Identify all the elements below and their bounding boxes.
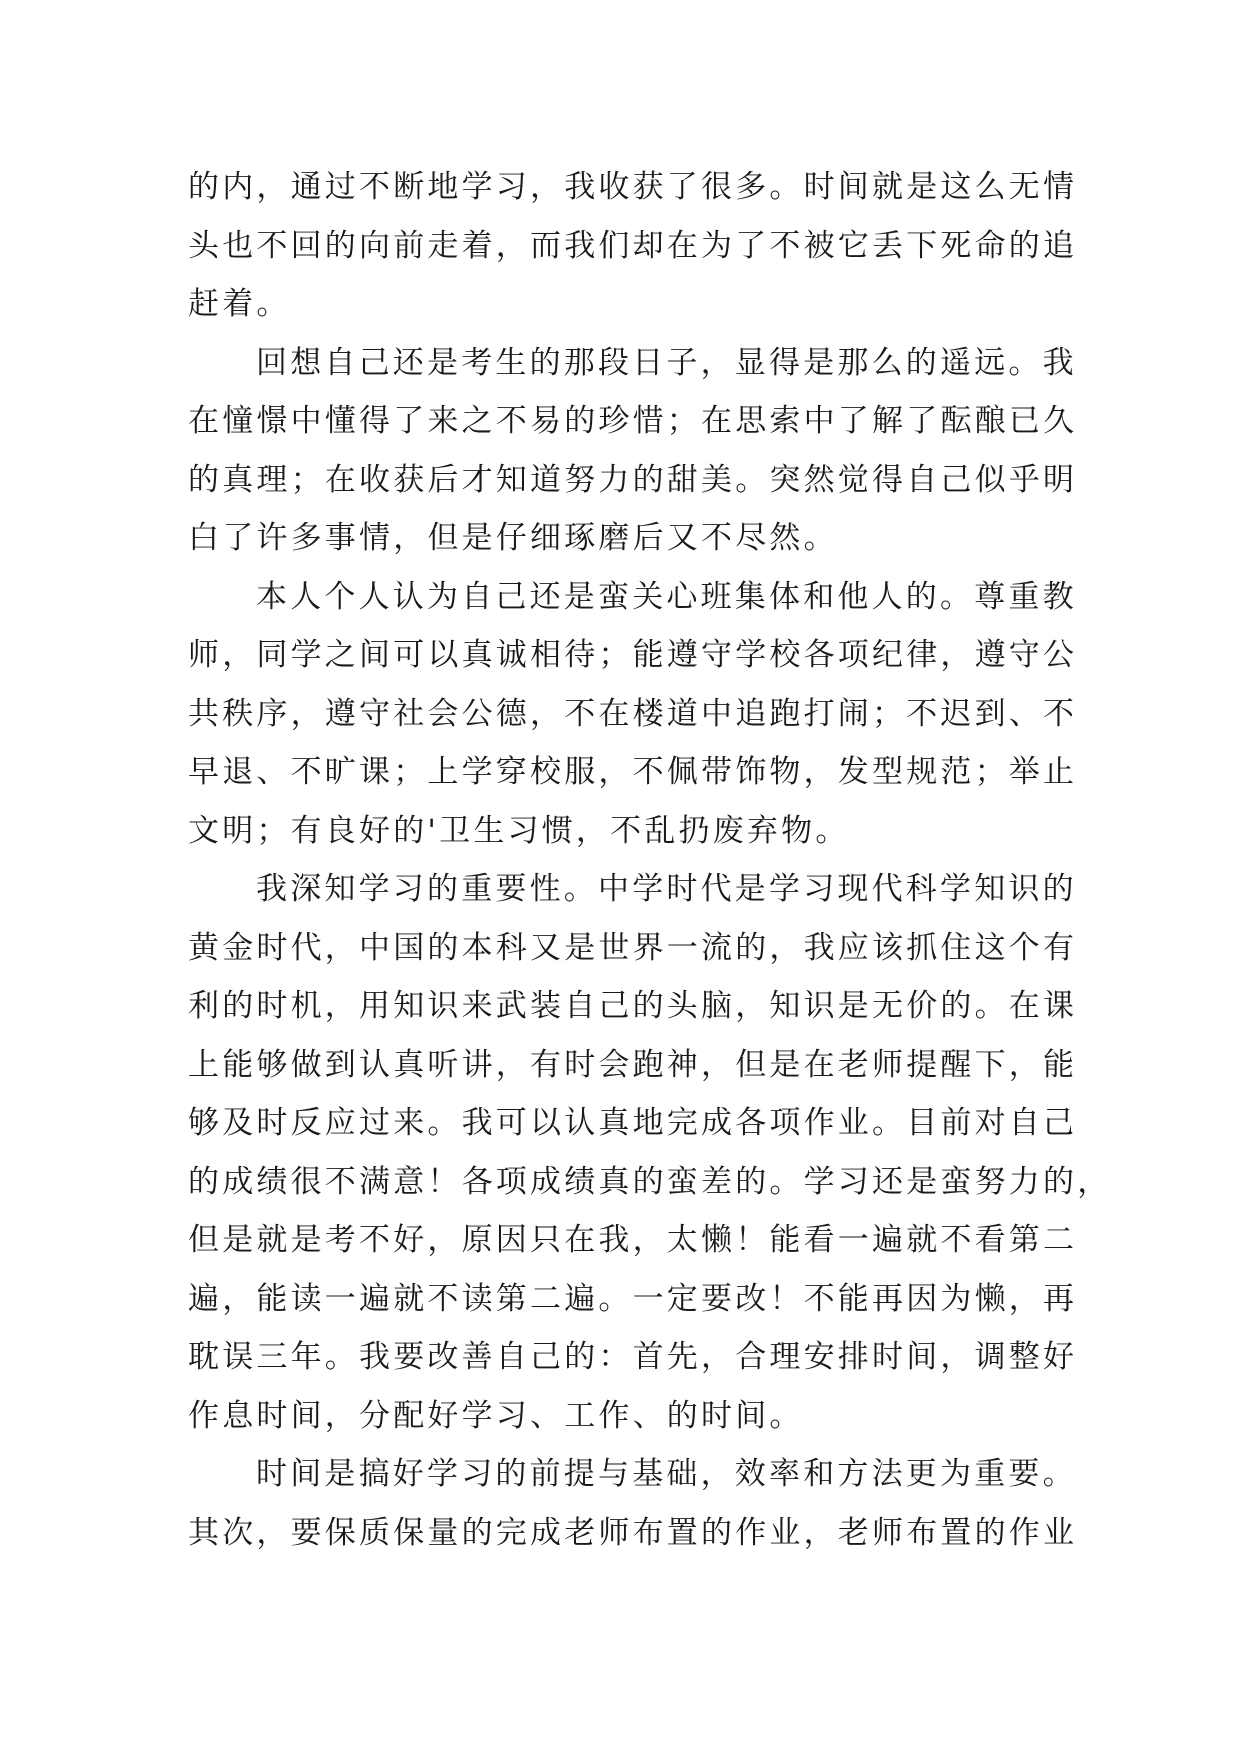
text-line: 耽误三年。我要改善自己的：首先，合理安排时间，调整好: [188, 1339, 1078, 1375]
text-line: 文明；有良好的'卫生习惯，不乱扔废弃物。: [188, 812, 850, 849]
paragraph-first-line: 时间是搞好学习的前提与基础，效率和方法更为重要。: [256, 1456, 1077, 1492]
text-line: 的成绩很不满意！各项成绩真的蛮差的。学习还是蛮努力的，: [188, 1163, 1112, 1200]
text-line: 师，同学之间可以真诚相待；能遵守学校各项纪律，遵守公: [188, 637, 1078, 673]
text-line: 但是就是考不好，原因只在我，太懒！能看一遍就不看第二: [188, 1222, 1078, 1258]
text-line: 早退、不旷课；上学穿校服，不佩带饰物，发型规范；举止: [188, 754, 1078, 790]
text-line: 作息时间，分配好学习、工作、的时间。: [188, 1397, 804, 1434]
text-line: 共秩序，遵守社会公德，不在楼道中追跑打闹；不迟到、不: [188, 695, 1078, 732]
text-line: 白了许多事情，但是仔细琢磨后又不尽然。: [188, 520, 838, 556]
paragraph-first-line: 我深知学习的重要性。中学时代是学习现代科学知识的: [256, 871, 1077, 907]
paragraph-first-line: 本人个人认为自己还是蛮关心班集体和他人的。尊重教: [256, 578, 1077, 615]
text-line: 头也不回的向前走着，而我们却在为了不被它丢下死命的追: [188, 227, 1078, 264]
text-line: 利的时机，用知识来武装自己的头脑，知识是无价的。在课: [188, 988, 1078, 1024]
text-line: 的真理；在收获后才知道努力的甜美。突然觉得自己似乎明: [188, 461, 1078, 498]
text-line: 黄金时代，中国的本科又是世界一流的，我应该抓住这个有: [188, 929, 1078, 966]
paragraph-first-line: 回想自己还是考生的那段日子，显得是那么的遥远。我: [256, 344, 1077, 381]
text-line: 上能够做到认真听讲，有时会跑神，但是在老师提醒下，能: [188, 1046, 1078, 1083]
text-line: 在憧憬中懂得了来之不易的珍惜；在思索中了解了酝酿已久: [188, 403, 1078, 439]
text-line: 赶着。: [188, 286, 291, 322]
text-line: 够及时反应过来。我可以认真地完成各项作业。目前对自己: [188, 1105, 1078, 1141]
document-body: [188, 158, 1112, 1562]
text-line: 遍，能读一遍就不读第二遍。一定要改！不能再因为懒，再: [188, 1280, 1078, 1317]
text-line: 其次，要保质保量的完成老师布置的作业，老师布置的作业: [188, 1514, 1078, 1551]
text-line: 的内，通过不断地学习，我收获了很多。时间就是这么无情: [188, 169, 1078, 205]
